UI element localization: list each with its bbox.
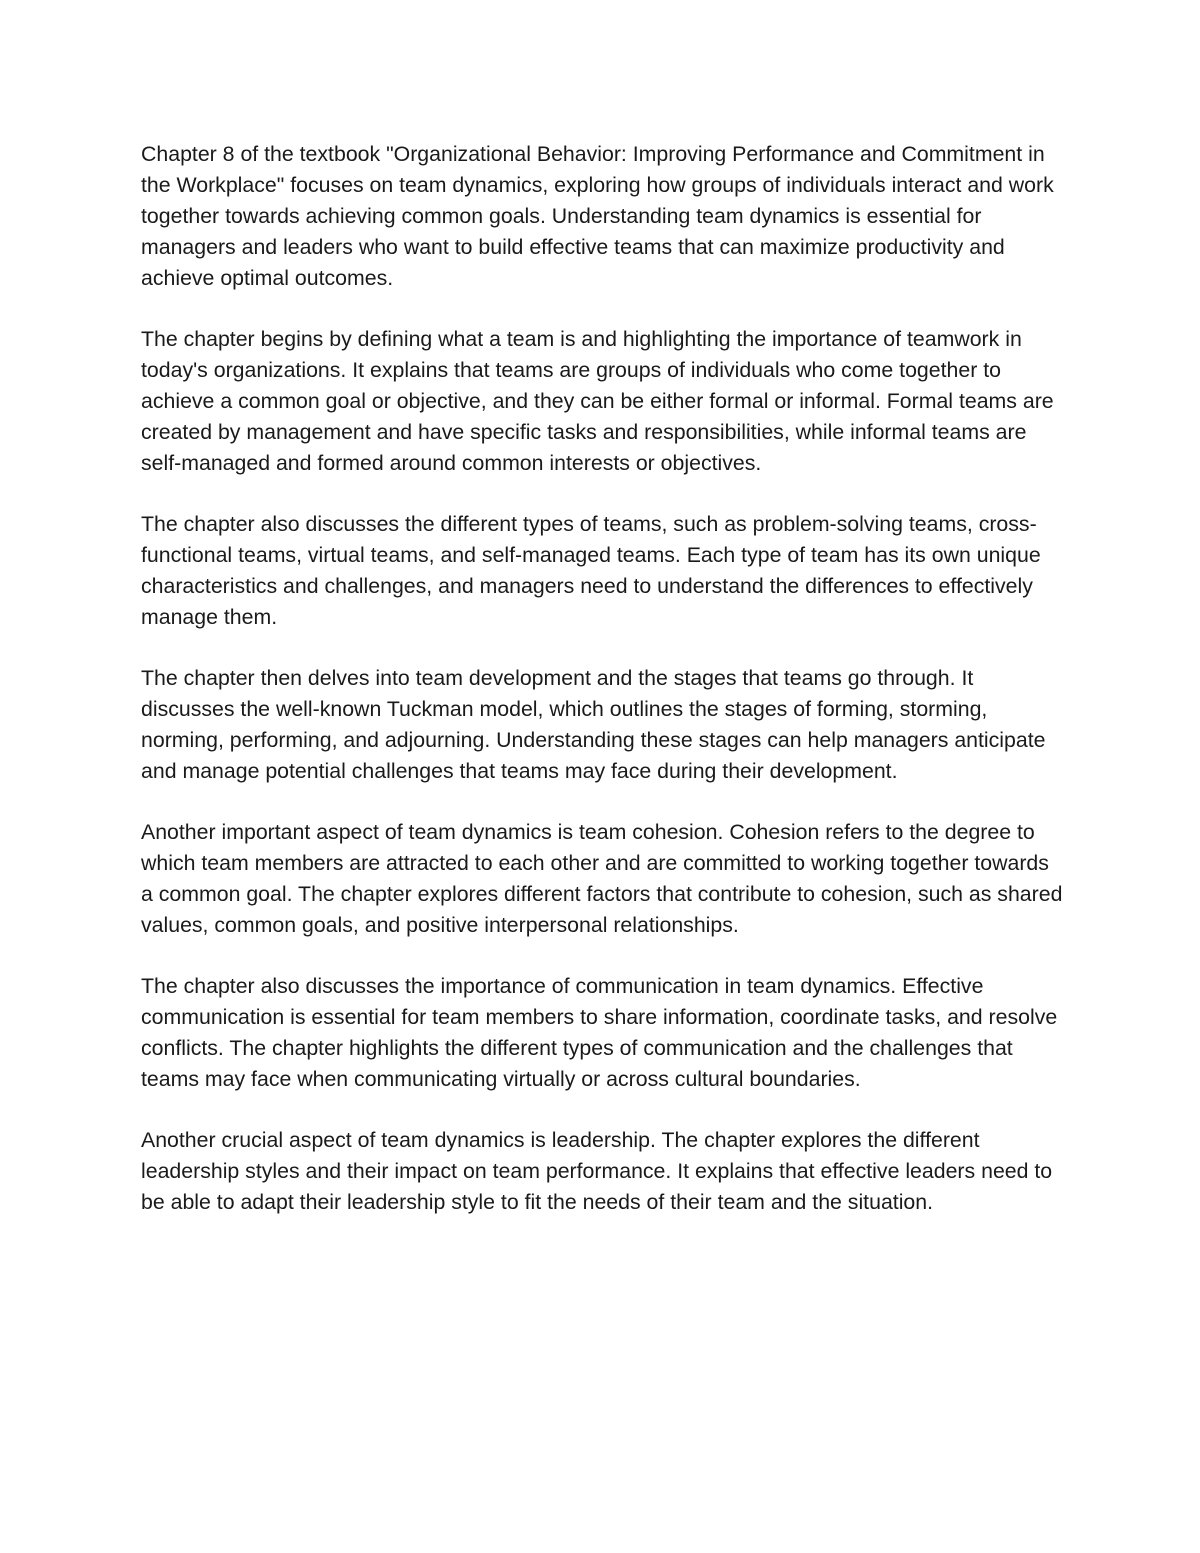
paragraph-communication: The chapter also discusses the importance of communication in team dynamics. Effective communication is essential for team members to share information, coordinate tasks, and resolve conflicts. The chapter highlights the different types of communication and the challenges that teams may face when communicating virtually or across cultural boundaries. xyxy=(141,974,1058,1091)
paragraph-team-development: The chapter then delves into team development and the stages that teams go through. It discusses the well-known Tuckman model, which outlines the stages of forming, storming, norming, performing, and adjourning. Understanding these stages can help managers anticipate and manage potential challenges that teams may face during their development. xyxy=(141,666,1046,783)
paragraph-team-cohesion: Another important aspect of team dynamics is team cohesion. Cohesion refers to the degree to which team members are attracted to each other and are committed to working together towards a common goal. The chapter explores different factors that contribute to cohesion, such as shared values, common goals, and positive interpersonal relationships. xyxy=(141,820,1063,937)
paragraph-intro: Chapter 8 of the textbook "Organizational Behavior: Improving Performance and Commitment in the Workplace" focuses on team dynamics, exploring how groups of individuals interact and work together towards achieving common goals. Understanding team dynamics is essential for managers and leaders who want to build effective teams that can maximize productivity and achieve optimal outcomes. xyxy=(141,142,1054,290)
paragraph-team-types: The chapter also discusses the different types of teams, such as problem-solving teams, cross-functional teams, virtual teams, and self-managed teams. Each type of team has its own unique characteristics and challenges, and managers need to understand the differences to effectively manage them. xyxy=(141,512,1041,629)
paragraph-team-definition: The chapter begins by defining what a team is and highlighting the importance of teamwork in today's organizations. It explains that teams are groups of individuals who come together to achieve a common goal or objective, and they can be either formal or informal. Formal teams are created by management and have specific tasks and responsibilities, while informal teams are self-managed and formed around common interests or objectives. xyxy=(141,327,1054,475)
document-body xyxy=(141,139,1066,1218)
paragraph-leadership: Another crucial aspect of team dynamics is leadership. The chapter explores the different leadership styles and their impact on team performance. It explains that effective leaders need to be able to adapt their leadership style to fit the needs of their team and the situation. xyxy=(141,1128,1053,1214)
